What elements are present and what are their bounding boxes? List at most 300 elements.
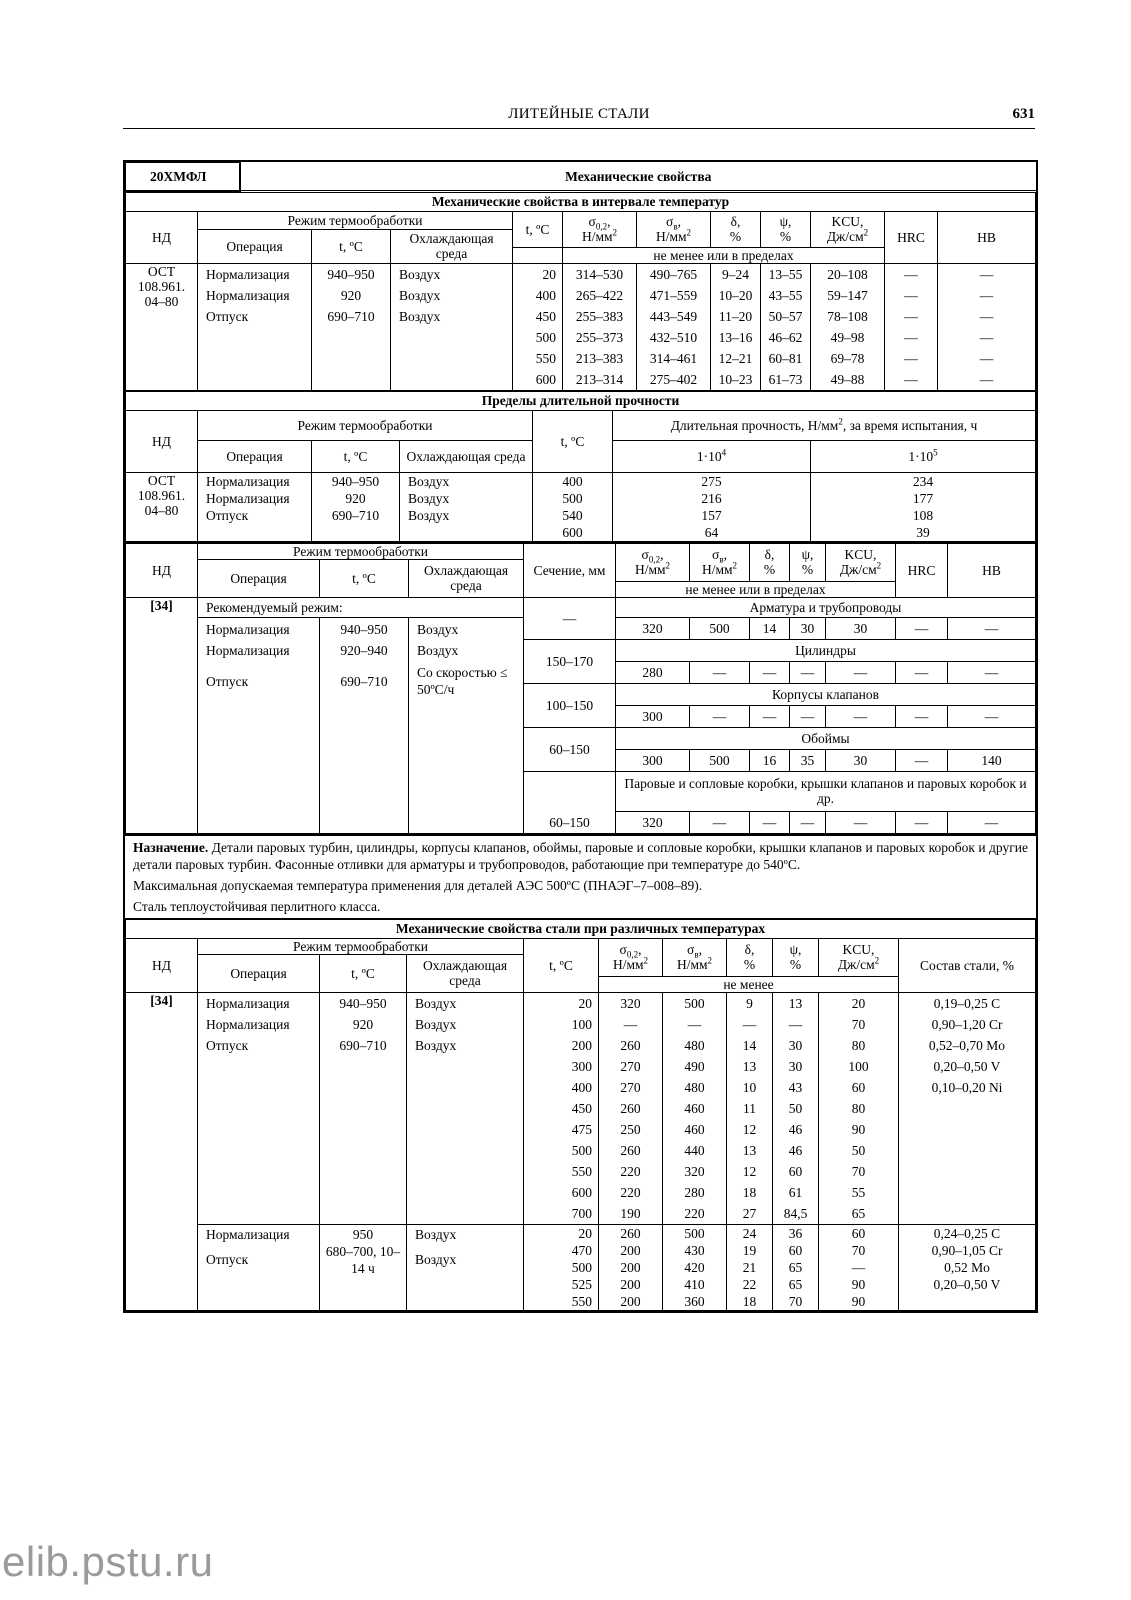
t4-h-kcu (819, 938, 899, 976)
sub: в (673, 221, 678, 232)
t4-cell-kcu: 100 (848, 1058, 869, 1074)
t4-comp: 0,10–0,20 Ni (931, 1079, 1003, 1095)
table-recommended-regime (125, 542, 1036, 834)
t1-op: Нормализация (206, 287, 290, 303)
unit: Н/мм (581, 229, 613, 244)
t1-medium: Воздух (399, 308, 441, 324)
t1-cell-hrc: — (904, 287, 918, 303)
t1-cell-psi: 61–73 (768, 371, 803, 387)
t1-cell-hrc: — (904, 329, 918, 345)
t4-cell-d: 10 (742, 1079, 757, 1095)
t4-medium: Воздух (415, 1251, 457, 1267)
running-title: ЛИТЕЙНЫЕ СТАЛИ (508, 106, 650, 122)
t3-cell: — (896, 661, 948, 683)
t3-cell: — (690, 705, 750, 727)
t4-cell-psi: 84,5 (783, 1205, 808, 1221)
t4-cell-psi: 60 (788, 1242, 803, 1258)
t4-cell-psi: 46 (788, 1121, 803, 1137)
t4-cell-psi: 65 (788, 1259, 803, 1275)
label: KCU, (831, 214, 864, 229)
t2-medium: Воздух (408, 473, 450, 489)
t3-cell: — (896, 749, 948, 771)
t3-cell-section: — (524, 597, 616, 639)
t4-h-delta (727, 938, 773, 976)
t1-cell-hb: — (979, 287, 994, 303)
t4-cell-psi: 46 (788, 1142, 803, 1158)
t1-cell-hrc: — (904, 308, 918, 324)
unit: % (743, 957, 756, 972)
t3-h-operation: Операция (198, 559, 320, 597)
t4-h-sigma02: $\sigma_{0,2}$, $Н/мм^2$ (599, 938, 663, 976)
t4-cell-sb: 320 (684, 1163, 705, 1179)
t4-cell-d: 27 (742, 1205, 757, 1221)
t3-h-regime: Режим термообработки (198, 543, 524, 560)
t2-medium: Воздух (408, 507, 450, 523)
label: ψ, (801, 547, 814, 562)
label: ψ, (779, 214, 792, 229)
sup: 4 (721, 447, 727, 457)
t4-comp: 0,90–1,20 Cr (931, 1016, 1003, 1032)
t2-op: Нормализация (206, 473, 290, 489)
t1-h-kcu (811, 211, 885, 247)
t4-cell-psi: 61 (788, 1184, 803, 1200)
t1-h-medium: Охлаждающая среда (391, 229, 513, 263)
t1-h-limits: не менее или в пределах (563, 247, 885, 263)
t4-cell-d: 13 (742, 1058, 757, 1074)
t3-cell: 300 (616, 749, 690, 771)
t3-h-sigma02: $\sigma_{0,2}$, $Н/мм^2$ (616, 543, 690, 582)
t3-h-hrc: HRC (896, 543, 948, 598)
t3-op: Нормализация (206, 642, 290, 658)
t4-cell-t: 600 (571, 1184, 592, 1200)
t4-cell-d: 9 (746, 995, 753, 1011)
t2-cell-v2: 177 (912, 490, 934, 506)
label: δ, (744, 942, 755, 957)
t3-cell: — (826, 705, 896, 727)
t4-h-nd: НД (126, 938, 198, 992)
t2-nd: ОСТ 108.961. 04–80 (126, 472, 198, 541)
t3-h-sigmab: $\sigma_в$, $Н/мм^2$ (690, 543, 750, 582)
t4-comp: 0,24–0,25 C (933, 1225, 1001, 1241)
t4-cell-psi: 43 (788, 1079, 803, 1095)
t3-h-delta (750, 543, 790, 582)
t1-h-hb: HB (938, 211, 1036, 263)
t3-cell: 500 (690, 749, 750, 771)
t4-cell-t: 500 (571, 1142, 592, 1158)
t1-h-sigmab: $\sigma_в$, $Н/мм^2$ (637, 211, 711, 247)
t4-cell-psi: 70 (788, 1293, 803, 1309)
t3-cell: — (896, 705, 948, 727)
t3-temp: 920–940 (340, 642, 388, 658)
t2-h-tc: t, ºC (312, 440, 400, 472)
t4-cell-psi: 60 (788, 1163, 803, 1179)
t2-cell-v1: 216 (701, 490, 722, 506)
t4-cell-kcu: — (851, 1259, 866, 1275)
t3-cell: — (790, 661, 826, 683)
t1-h-nd: НД (126, 211, 198, 263)
t1-medium: Воздух (399, 266, 441, 282)
t4-cell-s02: 190 (620, 1205, 641, 1221)
t4-h-sigmab: $\sigma_в$, $Н/мм^2$ (663, 938, 727, 976)
t3-cell: — (826, 811, 896, 833)
t4-op: Нормализация (206, 995, 290, 1011)
t1-cell-kcu: 59–147 (827, 287, 868, 303)
t4-cell-sb: 360 (684, 1293, 705, 1309)
t4-cell-kcu: 90 (851, 1293, 866, 1309)
t1-h-t: t, ºC (513, 211, 563, 247)
t3-cell: — (826, 661, 896, 683)
t3-h-psi (790, 543, 826, 582)
t2-cell-v1: 64 (704, 524, 719, 540)
t4-cell-sb: 420 (684, 1259, 705, 1275)
unit: % (789, 957, 802, 972)
unit: Н/мм (701, 562, 733, 577)
t3-group-label: Цилиндры (616, 639, 1036, 661)
t4-medium: Воздух (415, 1016, 457, 1032)
t3-medium: Воздух (417, 642, 459, 658)
t2-cell-t: 540 (562, 507, 583, 523)
t4-cell-kcu: 55 (851, 1184, 866, 1200)
t4-cell-sb: 480 (684, 1037, 705, 1053)
t2-temp: 940–950 (331, 473, 380, 489)
t4-cell-kcu: 60 (851, 1079, 866, 1095)
t1-cell-t: 400 (535, 287, 556, 303)
t4-cell-t: 300 (571, 1058, 592, 1074)
t2-medium: Воздух (408, 490, 450, 506)
t4-title: Механические свойства стали при различных температурах (126, 919, 1036, 939)
sup: 2 (876, 560, 882, 571)
t4-cell-s02: 260 (620, 1100, 641, 1116)
t1-cell-t: 550 (535, 350, 556, 366)
t1-cell-hb: — (979, 308, 994, 324)
t1-h-regime: Режим термообработки (198, 211, 513, 229)
t4-cell-kcu: 60 (851, 1225, 866, 1241)
sup: 5 (933, 447, 938, 457)
sigma-symbol: σ (712, 547, 720, 562)
t4-medium: Воздух (415, 1037, 457, 1053)
t1-cell-psi: 13–55 (768, 266, 803, 282)
t4-temp: 920 (352, 1016, 374, 1032)
t4-cell-t: 525 (571, 1276, 592, 1292)
t3-cell: 300 (616, 705, 690, 727)
t1-cell-hrc: — (904, 266, 918, 282)
table-long-term-strength (125, 391, 1036, 542)
sub: в (694, 949, 699, 960)
t2-h-t: t, ºC (533, 410, 613, 472)
t4-cell-kcu: 80 (851, 1100, 866, 1116)
t4-cell-d: 13 (742, 1142, 757, 1158)
t4-cell-kcu: 50 (851, 1142, 866, 1158)
t2-h-operation: Операция (198, 440, 312, 472)
t4-h-t: t, ºC (524, 938, 599, 992)
t4-cell-s02: 270 (620, 1058, 641, 1074)
label: KCU, (842, 942, 875, 957)
unit: Н/мм (612, 957, 644, 972)
unit: Дж/см (837, 957, 875, 972)
t1-cell-hrc: — (904, 350, 918, 366)
t4-cell-sb: 220 (684, 1205, 705, 1221)
t4-cell-d: 12 (742, 1121, 757, 1137)
t3-ref: [34] (126, 597, 198, 833)
t1-h-operation: Операция (198, 229, 312, 263)
t4-op: Отпуск (206, 1251, 249, 1267)
t1-cell-sb: 275–402 (649, 371, 698, 387)
t2-op: Нормализация (206, 490, 290, 506)
t1-cell-d: 9–24 (722, 266, 749, 282)
t4-cell-s02: 250 (620, 1121, 641, 1137)
t1-cell-kcu: 78–108 (827, 308, 868, 324)
t4-cell-s02: 220 (620, 1184, 641, 1200)
sup: 2 (686, 227, 692, 238)
t4-cell-psi: 30 (788, 1037, 803, 1053)
t4-cell-d: 12 (742, 1163, 757, 1179)
t1-h-sigma02: $\sigma_{0,2}$, $Н/мм^2$ (563, 211, 637, 247)
t4-cell-s02: 200 (620, 1276, 641, 1292)
unit: Н/мм (676, 957, 708, 972)
t4-cell-psi: 13 (788, 995, 803, 1011)
t4-cell-sb: 430 (684, 1242, 705, 1258)
t4-cell-t: 550 (571, 1293, 592, 1309)
t4-cell-s02: 260 (620, 1225, 641, 1241)
t3-op: Нормализация (206, 621, 290, 637)
t4-cell-psi: 50 (788, 1100, 803, 1116)
t4-cell-t: 475 (571, 1121, 592, 1137)
t3-h-limits: не менее или в пределах (616, 581, 896, 597)
t3-cell: — (750, 705, 790, 727)
t4-h-tc: t, ºC (320, 954, 407, 992)
t4-cell-kcu: 70 (851, 1163, 866, 1179)
unit: % (729, 229, 742, 244)
t4-cell-s02: 220 (620, 1163, 641, 1179)
t2-cell-t: 600 (562, 524, 583, 540)
steel-properties-frame (123, 160, 1038, 1313)
t3-cell: — (948, 661, 1036, 683)
page-header (123, 106, 1035, 129)
t1-cell-t: 500 (535, 329, 556, 345)
t3-cell: 14 (750, 617, 790, 639)
sup: 2 (874, 955, 880, 966)
t3-cell: — (948, 617, 1036, 639)
sigma-symbol: σ (619, 942, 627, 957)
t1-cell-kcu: 49–98 (830, 329, 865, 345)
unit: % (779, 229, 792, 244)
t1-h-delta (711, 211, 761, 247)
t4-comp: 0,20–0,50 V (933, 1058, 1001, 1074)
t4-cell-sb: 440 (684, 1142, 705, 1158)
purpose-text: Детали паровых турбин, цилиндры, корпусы клапанов, обоймы, паровые и сопловые коробки, крышки клапанов и паровых коробок и другие детали паровых турбин. Фасонные отливки для арматуры и трубопроводов, работающие при температуре до 540ºC. (133, 839, 1028, 872)
t3-cell: 140 (948, 749, 1036, 771)
t4-h-regime: Режим термообработки (198, 938, 524, 954)
t1-cell-kcu: 69–78 (830, 350, 865, 366)
t4-cell-s02: 260 (620, 1037, 641, 1053)
t4-cell-s02: 260 (620, 1142, 641, 1158)
sigma-symbol: σ (666, 214, 674, 229)
t1-cell-hb: — (979, 350, 994, 366)
page-number: 631 (1012, 106, 1035, 122)
t4-temp: 940–950 (339, 995, 387, 1011)
t2-cell-v2: 234 (912, 473, 934, 489)
t3-cell: — (790, 811, 826, 833)
t3-medium: Со скоростью ≤ 50ºC/ч (417, 664, 508, 697)
sigma-symbol: σ (687, 942, 695, 957)
unit: % (801, 562, 814, 577)
t1-cell-d: 10–20 (718, 287, 753, 303)
t4-op: Отпуск (206, 1037, 249, 1053)
label: δ, (730, 214, 741, 229)
t4-cell-s02: 200 (620, 1293, 641, 1309)
t4-medium: Воздух (415, 995, 457, 1011)
t3-group-label: Паровые и сопловые коробки, крышки клапанов и паровых коробок и др. (616, 771, 1036, 811)
t4-cell-d: 24 (742, 1225, 757, 1241)
t4-temp: 950 (352, 1226, 374, 1242)
t1-op: Отпуск (206, 308, 249, 324)
t4-cell-t: 400 (571, 1079, 592, 1095)
t3-cell: 30 (826, 749, 896, 771)
t1-cell-hrc: — (904, 371, 918, 387)
t1-cell-d: 13–16 (718, 329, 753, 345)
t4-cell-sb: — (687, 1016, 702, 1032)
t4-cell-d: 21 (742, 1259, 757, 1275)
t4-cell-d: 11 (743, 1100, 756, 1116)
t2-cell-v1: 275 (701, 473, 722, 489)
t2-h-nd: НД (126, 410, 198, 472)
t3-recommended: Рекомендуемый режим: (198, 597, 524, 617)
t3-cell: — (750, 661, 790, 683)
t4-op: Нормализация (206, 1226, 290, 1242)
t1-cell-sb: 471–559 (649, 287, 698, 303)
sub: 0,2 (626, 949, 639, 960)
t3-cell: 30 (790, 617, 826, 639)
t2-cell-v2: 39 (916, 524, 930, 540)
t4-cell-psi: 30 (788, 1058, 803, 1074)
t1-cell-sb: 432–510 (649, 329, 698, 345)
t3-h-nd: НД (126, 543, 198, 598)
t4-cell-sb: 500 (684, 995, 705, 1011)
t1-cell-d: 10–23 (718, 371, 753, 387)
sup: 2 (863, 227, 869, 238)
t1-cell-psi: 50–57 (768, 308, 803, 324)
t1-cell-t: 20 (542, 266, 556, 282)
t4-cell-kcu: 90 (851, 1276, 866, 1292)
t2-cell-v1: 157 (701, 507, 722, 523)
sup: 2 (643, 955, 649, 966)
t3-cell: 35 (790, 749, 826, 771)
t4-cell-sb: 490 (684, 1058, 705, 1074)
sup: 2 (732, 560, 738, 571)
t1-cell-s02: 265–422 (575, 287, 624, 303)
t4-cell-d: 14 (742, 1037, 757, 1053)
t1-temp: 690–710 (327, 308, 375, 324)
purpose-label: Назначение. (133, 839, 209, 855)
t2-h-regime: Режим термообработки (198, 410, 533, 440)
t2-cell-v2: 108 (912, 507, 934, 523)
t3-op: Отпуск (206, 673, 249, 689)
t4-cell-t: 100 (571, 1016, 592, 1032)
t4-cell-t: 20 (578, 1225, 592, 1241)
t3-cell: 280 (616, 661, 690, 683)
purpose-note (125, 834, 1036, 918)
t2-h-c2 (811, 440, 1036, 472)
t4-cell-s02: 320 (620, 995, 641, 1011)
t3-cell: — (790, 705, 826, 727)
label: 1·10 (696, 448, 722, 464)
label: , за время испытания, ч (842, 417, 978, 433)
t3-cell: 16 (750, 749, 790, 771)
sup: 2 (707, 955, 713, 966)
t4-h-comp: Состав стали, % (899, 938, 1036, 992)
t4-cell-psi: — (788, 1016, 803, 1032)
t4-cell-s02: 200 (620, 1259, 641, 1275)
t4-cell-sb: 460 (684, 1100, 705, 1116)
t4-cell-s02: — (623, 1016, 638, 1032)
t3-group-label: Арматура и трубопроводы (616, 597, 1036, 617)
t4-cell-d: 22 (742, 1276, 757, 1292)
t4-cell-t: 700 (571, 1205, 592, 1221)
t2-h-strength (613, 410, 1036, 440)
t1-cell-psi: 43–55 (768, 287, 803, 303)
t3-cell: 500 (690, 617, 750, 639)
t2-h-medium: Охлаждающая среда (400, 440, 533, 472)
t1-cell-hb: — (979, 266, 994, 282)
t3-cell-section: 150–170 (524, 639, 616, 683)
t4-medium: Воздух (415, 1226, 457, 1242)
t2-cell-t: 400 (562, 473, 583, 489)
t3-h-tc: t, ºC (320, 559, 409, 597)
label: 1·10 (908, 448, 934, 464)
t1-cell-s02: 213–383 (575, 350, 624, 366)
sigma-symbol: σ (641, 547, 649, 562)
t4-h-operation: Операция (198, 954, 320, 992)
table-mechanical-various-temps (125, 918, 1036, 1311)
t4-comp: 0,52 Mo (944, 1259, 990, 1275)
t4-cell-kcu: 20 (851, 995, 866, 1011)
table-mechanical-temp-range (125, 192, 1036, 391)
t2-temp: 690–710 (331, 507, 380, 523)
sup: 2 (665, 560, 671, 571)
t3-group-label: Корпусы клапанов (616, 683, 1036, 705)
unit: % (763, 562, 776, 577)
t1-cell-d: 11–20 (718, 308, 753, 324)
label: ψ, (789, 942, 802, 957)
t3-cell: — (750, 811, 790, 833)
t1-cell-s02: 255–373 (575, 329, 624, 345)
t3-cell: 320 (616, 617, 690, 639)
t1-h-psi (761, 211, 811, 247)
watermark: elib.pstu.ru (2, 1538, 214, 1585)
t2-cell-t: 500 (562, 490, 583, 506)
t3-h-hb: HB (948, 543, 1036, 598)
sup: 2 (612, 227, 618, 238)
t3-h-kcu (826, 543, 896, 582)
t1-op: Нормализация (206, 266, 290, 282)
t4-cell-sb: 480 (684, 1079, 705, 1095)
t1-h-hrc: HRC (885, 211, 938, 263)
label: KCU, (844, 547, 877, 562)
t1-nd: ОСТ 108.961. 04–80 (126, 263, 198, 390)
t4-cell-kcu: 70 (851, 1242, 866, 1258)
main-title: Механические свойства (240, 163, 1037, 191)
t4-cell-sb: 500 (684, 1225, 705, 1241)
t2-temp: 920 (345, 490, 366, 506)
t4-comp: 0,19–0,25 C (933, 995, 1001, 1011)
t4-cell-d: 18 (742, 1184, 757, 1200)
sub: 0,2 (595, 221, 608, 232)
t4-cell-sb: 410 (684, 1276, 705, 1292)
t3-cell-section: 60–150 (524, 727, 616, 771)
t3-cell-section: 60–150 (524, 771, 616, 833)
t3-cell: — (690, 811, 750, 833)
t1-cell-t: 600 (535, 371, 556, 387)
